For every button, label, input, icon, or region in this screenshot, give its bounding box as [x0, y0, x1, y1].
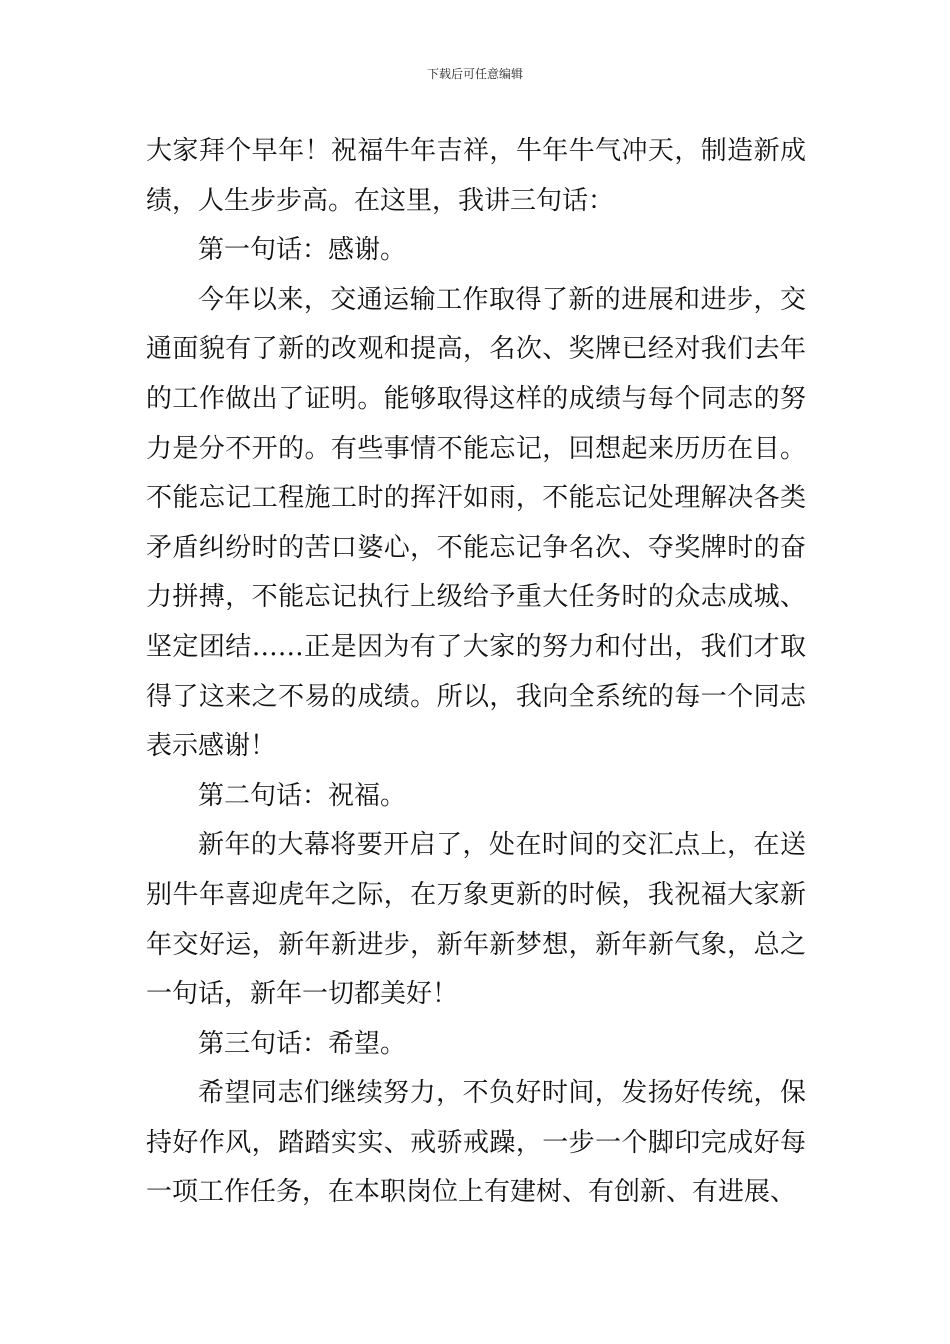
- paragraph-blessing-body: 新年的大幕将要开启了，处在时间的交汇点上，在送别牛年喜迎虎年之际，在万象更新的时候，我祝福大家新年交好运，新年新进步，新年新梦想，新年新气象，总之一句话，新年一切都美好！: [146, 830, 806, 1010]
- paragraph-heading-hope: 第三句话：希望。: [198, 1028, 407, 1059]
- paragraph-thanks-body: 今年以来，交通运输工作取得了新的进展和进步，交通面貌有了新的改观和提高，名次、奖牌已经对我们去年的工作做出了证明。能够取得这样的成绩与每个同志的努力是分不开的。有些事情不能忘记，回想起来历历在目。不能忘记工程施工时的挥汗如雨，不能忘记处理解决各类矛盾纠纷时的苦口婆心，不能忘记争名次、夺奖牌时的奋力拼搏，不能忘记执行上级给予重大任务时的众志成城、坚定团结……正是因为有了大家的努力和付出，我们才取得了这来之不易的成绩。所以，我向全系统的每一个同志表示感谢！: [146, 284, 806, 762]
- paragraph-heading-thanks: 第一句话：感谢。: [198, 235, 407, 266]
- paragraph-hope-body: 希望同志们继续努力，不负好时间，发扬好传统，保持好作风，踏踏实实、戒骄戒躁，一步一个脚印完成好每一项工作任务，在本职岗位上有建树、有创新、有进展、: [146, 1078, 806, 1208]
- page-header-note: 下载后可任意编辑: [426, 67, 523, 81]
- paragraph-heading-blessing: 第二句话：祝福。: [198, 780, 407, 811]
- document-body: [146, 127, 806, 1218]
- paragraph-intro: 大家拜个早年！祝福牛年吉祥，牛年牛气冲天，制造新成绩，人生步步高。在这里，我讲三句话：: [146, 136, 806, 216]
